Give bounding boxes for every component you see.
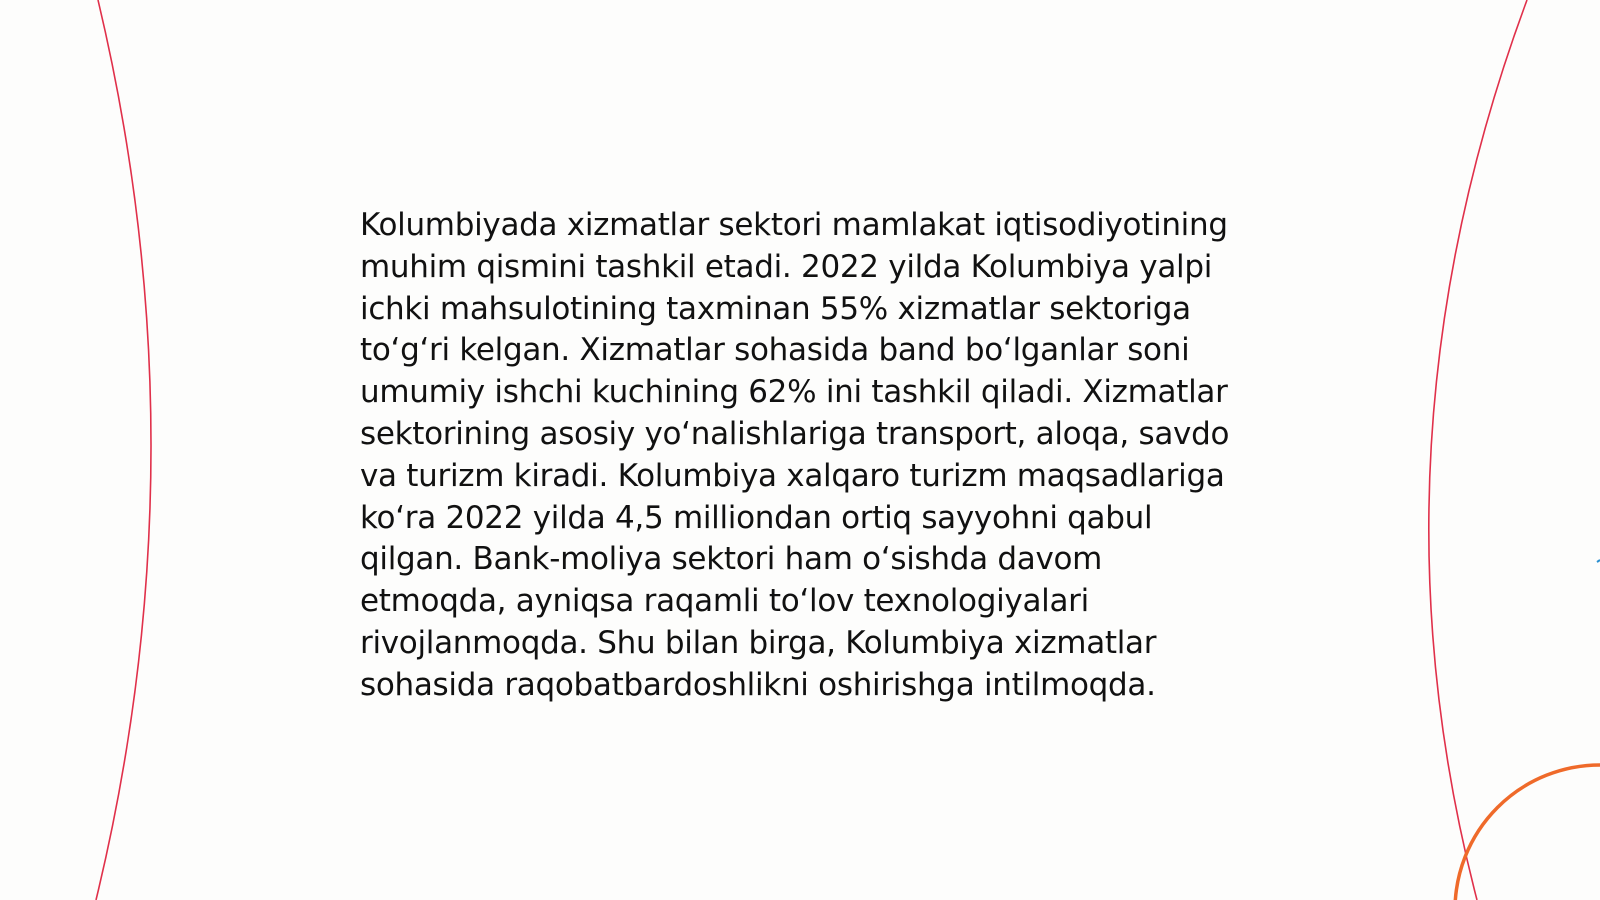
body-paragraph: Kolumbiyada xizmatlar sektori mamlakat iqtisodiyotining muhim qismini tashkil etadi. 2022 yilda Kolumbiya yalpi ichki mahsulotining taxminan 55% xizmatlar sektoriga to‘g‘ri kelgan. Xizmatlar sohasida band bo‘lganlar soni umumiy ishchi kuchining 62% ini tashkil qiladi. Xizmatlar sektorining asosiy yo‘nalishlariga transport, aloqa, savdo va turizm kiradi. Kolumbiya xalqaro turizm maqsadlariga ko‘ra 2022 yilda 4,5 milliondan ortiq sayyohni qabul qilgan. Bank-moliya sektori ham o‘sishda davom etmoqda, ayniqsa raqamli to‘lov texnologiyalari rivojlanmoqda. Shu bilan birga, Kolumbiya xizmatlar sohasida raqobatbardoshlikni oshirishga intilmoqda.: [360, 207, 1230, 703]
right-curve-line: [1429, 0, 1527, 900]
orange-circle-outline: [1455, 765, 1600, 900]
left-curve-line: [96, 0, 151, 900]
